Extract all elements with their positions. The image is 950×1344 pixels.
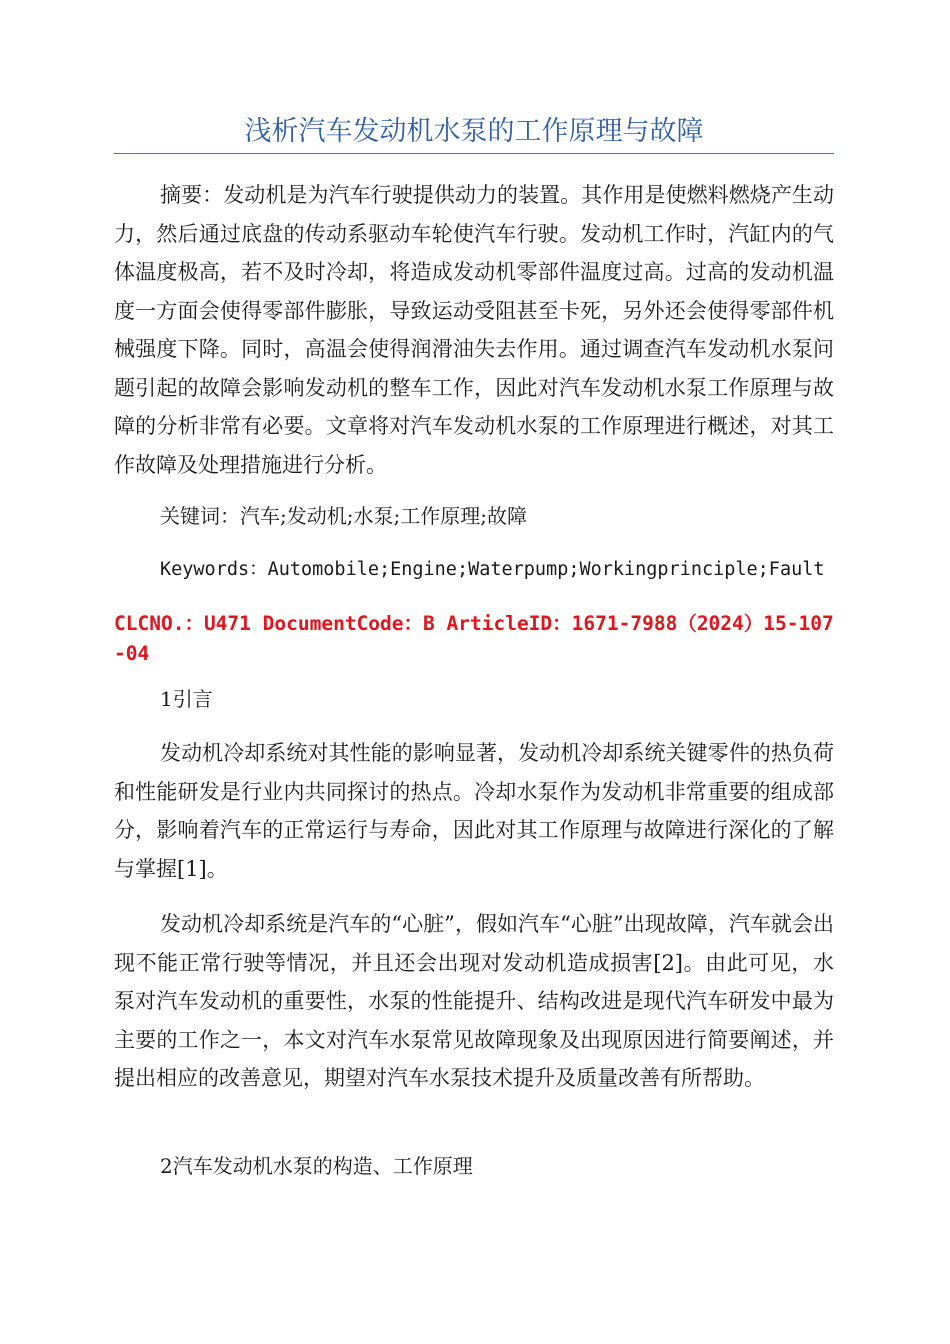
section1-heading: 1引言	[160, 687, 213, 711]
title-underline	[114, 153, 834, 154]
section1-paragraph-2: 发动机冷却系统是汽车的“心脏”，假如汽车“心脏”出现故障，汽车就会出现不能正常行驶等情况，并且还会出现对发动机造成损害[2]。由此可见，水泵对汽车发动机的重要性，水泵的性能提升、结构改进是现代汽车研发中最为主要的工作之一，本文对汽车水泵常见故障现象及出现原因进行简要阐述，并提出相应的改善意见，期望对汽车水泵技术提升及质量改善有所帮助。	[114, 912, 834, 1090]
keywords-chinese: 关键词：汽车;发动机;水泵;工作原理;故障	[160, 504, 527, 528]
keywords-english: Keywords：Automobile;Engine;Waterpump;Workingprinciple;Fault	[160, 559, 825, 580]
paper-title: 浅析汽车发动机水泵的工作原理与故障	[244, 116, 704, 147]
section2-heading: 2汽车发动机水泵的构造、工作原理	[160, 1154, 473, 1178]
section1-paragraph-1: 发动机冷却系统对其性能的影响显著，发动机冷却系统关键零件的热负荷和性能研发是行业内共同探讨的热点。冷却水泵作为发动机非常重要的组成部分，影响着汽车的正常运行与寿命，因此对其工作原理与故障进行深化的了解与掌握[1]。	[114, 741, 834, 881]
classification-line: CLCNO.：U471 DocumentCode：B ArticleID：1671-7988（2024）15-107-04	[114, 612, 834, 665]
abstract-paragraph: 摘要：发动机是为汽车行驶提供动力的装置。其作用是使燃料燃烧产生动力，然后通过底盘的传动系驱动车轮使汽车行驶。发动机工作时，汽缸内的气体温度极高，若不及时冷却，将造成发动机零部件温度过高。过高的发动机温度一方面会使得零部件膨胀，导致运动受阻甚至卡死，另外还会使得零部件机械强度下降。同时，高温会使得润滑油失去作用。通过调查汽车发动机水泵问题引起的故障会影响发动机的整车工作，因此对汽车发动机水泵工作原理与故障的分析非常有必要。文章将对汽车发动机水泵的工作原理进行概述，对其工作故障及处理措施进行分析。	[114, 183, 834, 477]
